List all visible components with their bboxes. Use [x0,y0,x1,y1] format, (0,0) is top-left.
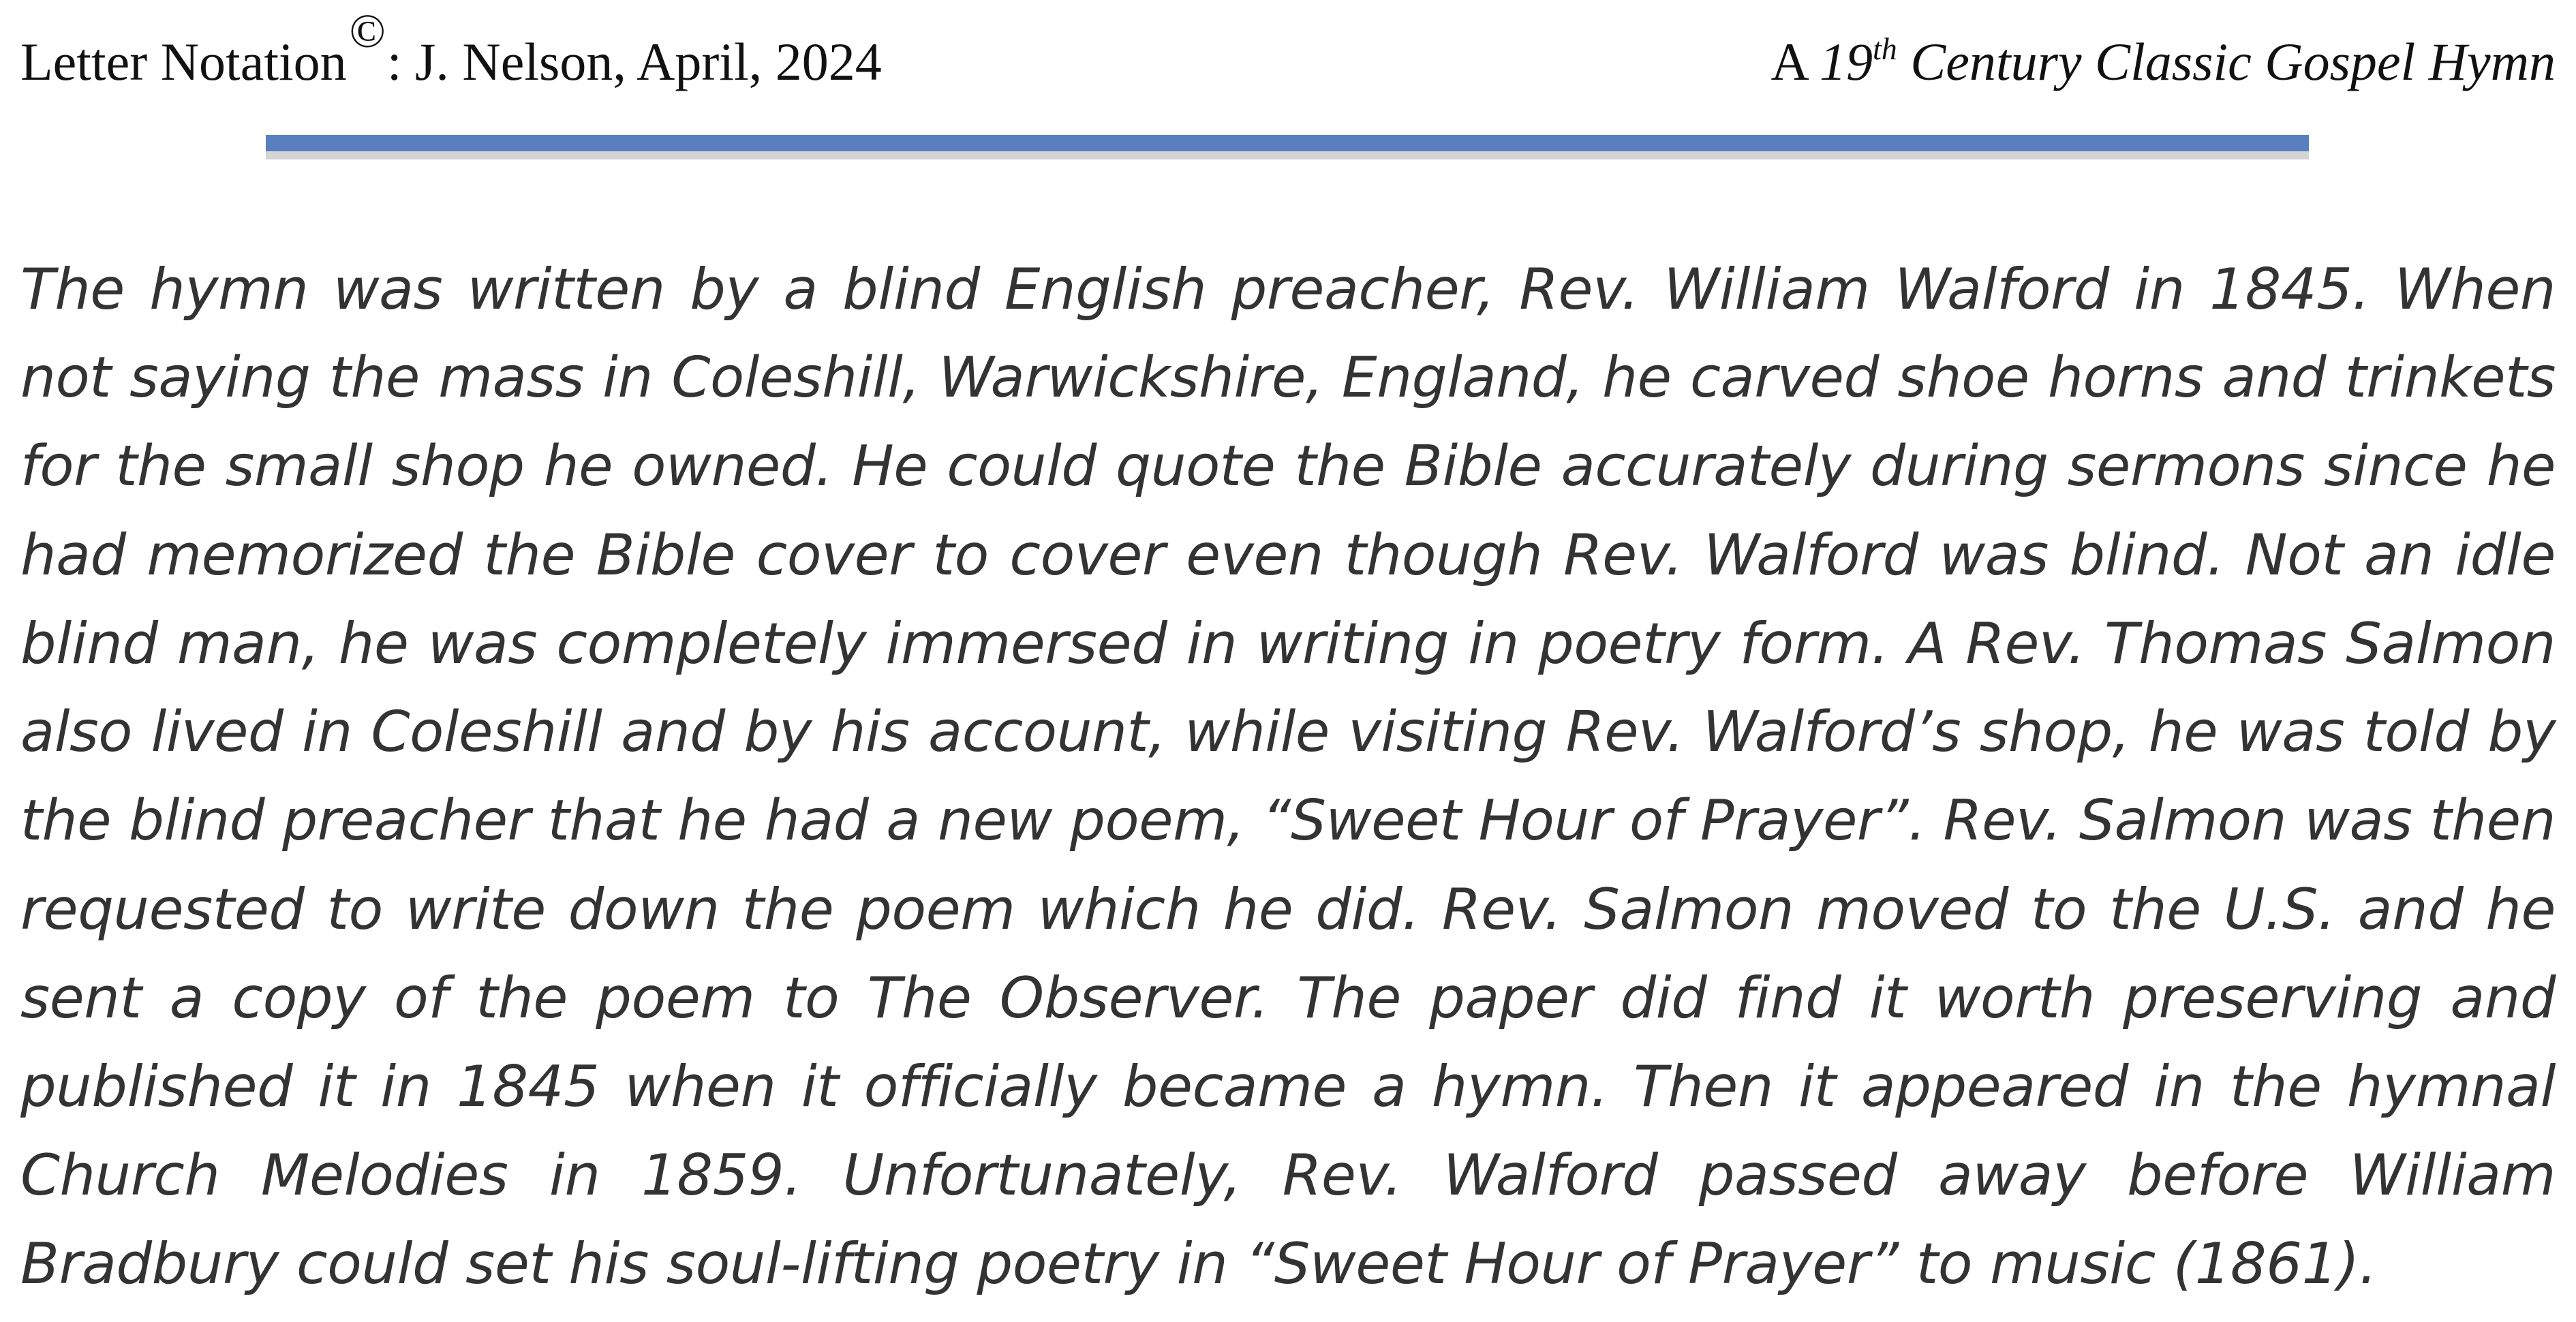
paragraph-line: blind man, he was completely immersed in writing in poetry form. A Rev. Thomas Salmon [20,611,2556,677]
header-divider-shadow [266,151,2309,159]
copyright-icon: © [349,5,386,58]
paragraph-line: not saying the mass in Coleshill, Warwickshire, England, he carved shoe horns and trinkets [20,345,2556,410]
header-attribution [20,5,882,91]
header-hymn-category [1770,31,2556,91]
paragraph-line: Bradbury could set his soul-lifting poetry in “Sweet Hour of Prayer” to music (1861). [20,1231,2377,1297]
page-header [20,5,2556,95]
paragraph-line: sent a copy of the poem to The Observer. The paper did find it worth preserving and [20,965,2556,1031]
header-right-superscript: th [1872,31,1897,66]
paragraph-line: published it in 1845 when it officially became a hymn. Then it appeared in the hymnal [20,1054,2556,1120]
paragraph-line: requested to write down the poem which he did. Rev. Salmon moved to the U.S. and he [20,876,2556,942]
paragraph-line: had memorized the Bible cover to cover even though Rev. Walford was blind. Not an idle [20,522,2556,588]
paragraph-line: Church Melodies in 1859. Unfortunately, Rev. Walford passed away before William [20,1142,2556,1208]
header-divider [266,135,2309,151]
paragraph-line: The hymn was written by a blind English preacher, Rev. William Walford in 1845. When [20,256,2556,322]
header-right-number: 19 [1819,32,1873,91]
header-left-text: Letter Notation [20,32,347,91]
header-right-suffix: Century Classic Gospel Hymn [1897,32,2556,91]
paragraph-line: for the small shop he owned. He could quote the Bible accurately during sermons since he [20,434,2556,499]
hymn-history-paragraph [20,245,2556,1308]
paragraph-line: also lived in Coleshill and by his account, while visiting Rev. Walford’s shop, he was told by [20,700,2556,765]
header-left-suffix: : J. Nelson, April, 2024 [386,32,882,91]
header-right-prefix: A [1770,32,1820,91]
paragraph-line: the blind preacher that he had a new poem, “Sweet Hour of Prayer”. Rev. Salmon was then [20,788,2556,853]
